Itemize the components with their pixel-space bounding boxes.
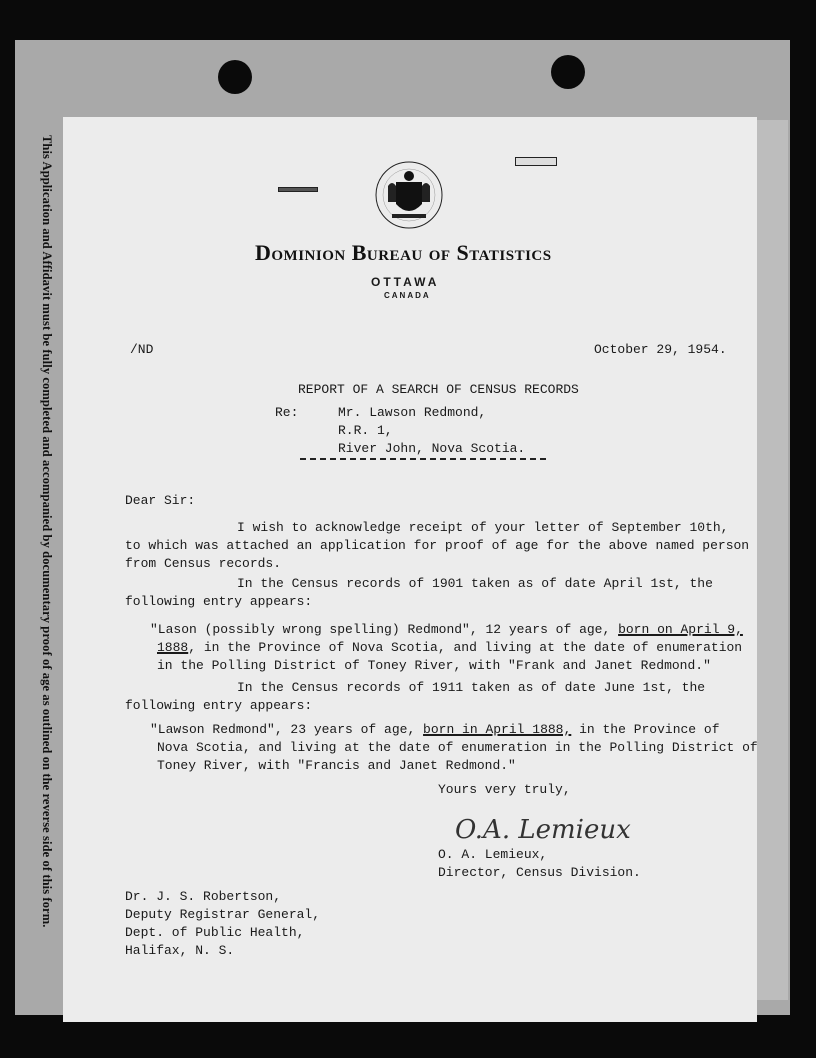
quote-line: in the Polling District of Toney River, with "Frank and Janet Redmond." [157, 658, 711, 673]
paragraph-line: to which was attached an application for proof of age for the above named person [125, 538, 750, 553]
quote-text: in the Province of [571, 722, 720, 737]
underlined-birthdate: born in April 1888, [423, 722, 572, 737]
signer-name: O. A. Lemieux, [438, 847, 548, 862]
recipient-line: Dr. J. S. Robertson, [125, 889, 282, 904]
crest-seal-icon [374, 158, 444, 232]
quote-text: "Lawson Redmond", 23 years of age, [150, 722, 424, 737]
divider [300, 458, 546, 460]
paragraph-line: I wish to acknowledge receipt of your letter of September 10th, [237, 520, 729, 535]
underlined-birthdate: born on April 9, [618, 622, 743, 637]
quote-line [150, 621, 743, 639]
underlined-birthyear: 1888 [157, 640, 189, 655]
closing: Yours very truly, [438, 782, 571, 797]
staple [278, 187, 318, 192]
report-title: REPORT OF A SEARCH OF CENSUS RECORDS [298, 382, 579, 397]
paragraph-line: following entry appears: [125, 594, 313, 609]
recipient-line: Deputy Registrar General, [125, 907, 321, 922]
paragraph-line: In the Census records of 1911 taken as of date June 1st, the [237, 680, 706, 695]
country: CANADA [384, 291, 431, 300]
re-line: R.R. 1, [338, 423, 393, 438]
city: OTTAWA [371, 275, 440, 289]
recipient-line: Dept. of Public Health, [125, 925, 305, 940]
side-instruction: This Application and Affidavit must be fully completed and accompanied by documentary proof of age as outlined on the reverse side of this form. [40, 135, 54, 928]
signer-title: Director, Census Division. [438, 865, 641, 880]
staple [515, 157, 557, 166]
quote-line [150, 721, 720, 739]
recipient-line: Halifax, N. S. [125, 943, 235, 958]
quote-text: , in the Province of Nova Scotia, and living at the date of enumeration [188, 640, 743, 655]
letter-date: October 29, 1954. [594, 342, 727, 357]
punch-hole [551, 55, 585, 89]
re-line: Mr. Lawson Redmond, [338, 405, 487, 420]
org-name: Dominion Bureau of Statistics [255, 240, 552, 265]
quote-text: "Lason (possibly wrong spelling) Redmond", 12 years of age, [150, 622, 619, 637]
salutation: Dear Sir: [125, 493, 196, 508]
reference: /ND [130, 342, 154, 357]
paragraph-line: In the Census records of 1901 taken as of date April 1st, the [237, 576, 713, 591]
quote-line: Toney River, with "Francis and Janet Redmond." [157, 758, 516, 773]
quote-line: Nova Scotia, and living at the date of enumeration in the Polling District of [157, 740, 758, 755]
re-label: Re: [275, 405, 299, 420]
paragraph-line: from Census records. [125, 556, 282, 571]
signature: O.A. Lemieux [455, 815, 631, 845]
punch-hole [218, 60, 252, 94]
re-line: River John, Nova Scotia. [338, 441, 526, 456]
paragraph-line: following entry appears: [125, 698, 313, 713]
quote-line [157, 639, 742, 657]
